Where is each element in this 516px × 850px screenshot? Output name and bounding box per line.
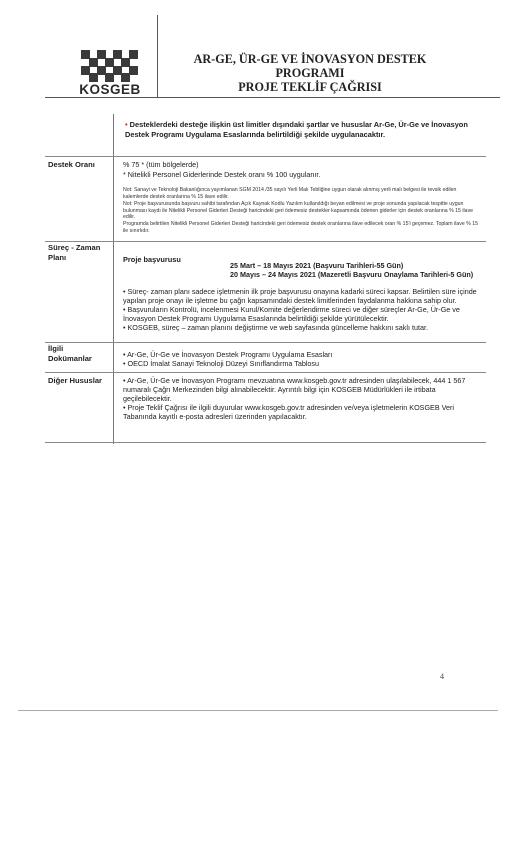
surec-bullet: • Başvuruların Kontrolü, incelenmesi Kurul/Komite değerlendirme süreci ve diğer süreçler Ar-Ge, Ür-Ge ve İnovasyon Destek Programı Uygulama Esaslarında belirtildiği şekilde yürütülecektir. [123, 305, 460, 323]
row-divider [45, 156, 486, 157]
destek-orani-label: Destek Oranı [48, 160, 95, 169]
ilgili-dokumanlar-label: İlgili Dokümanlar [48, 344, 92, 363]
header-divider [157, 15, 158, 97]
title-line-2: PROJE TEKLİF ÇAĞRISI [238, 80, 382, 94]
basvuru-date-2: 20 Mayıs – 24 Mayıs 2021 (Mazeretli Başvuru Onaylama Tarihleri-5 Gün) [230, 270, 474, 279]
page-number: 4 [440, 672, 444, 681]
destek-note-3: Programda belirtilen Nitelikli Personel Giderleri Desteği haricindeki geri ödemesiz destek oranlarına ilave edilecek oran % 15'i geçemez. Toplam ilave % 15 ile sınırlıdır. [123, 221, 478, 234]
bottom-rule [18, 710, 498, 711]
basvuru-date-1: 25 Mart – 18 Mayıs 2021 (Başvuru Tarihleri-55 Gün) [230, 261, 404, 270]
title-line-1: AR-GE, ÜR-GE VE İNOVASYON DESTEK PROGRAMI [193, 52, 427, 80]
surec-bullet: • Süreç- zaman planı sadece işletmenin ilk proje başvurusu onayına kadarki süreci kapsar. Belirtilen süre içinde yapılan proje onayı ile işletme bu çağrı kapsamındaki destek limitlerinden faydalanma hakkına sahip olur. [123, 287, 477, 305]
row-divider [45, 241, 486, 242]
diger-item: • Ar-Ge, Ür-Ge ve İnovasyon Programı mevzuatına www.kosgeb.gov.tr adresinden ulaşılabilecek, 444 1 567 numaralı Çağrı Merkezinden bilgi alınabilecektir. Ayrıntılı bilgi için KOSGEB Müdürlükleri ile irtibata geçilebilecektir. [123, 376, 466, 403]
diger-item: • Proje Teklif Çağrısı ile ilgili duyurular www.kosgeb.gov.tr adresinden ve/veya işletmelerin KOSGEB Veri Tabanında kayıtlı e-posta adresleri üzerinden yapılacaktır. [123, 403, 455, 421]
diger-hususlar-label: Diğer Hususlar [48, 376, 103, 385]
kosgeb-logo [73, 50, 147, 98]
surec-bullet: • KOSGEB, süreç – zaman planını değiştirme ve web sayfasında güncelleme hakkını saklı tutar. [123, 323, 428, 332]
row-divider [45, 442, 486, 443]
row-divider [45, 372, 486, 373]
document-title [160, 52, 460, 94]
ilgili-list [123, 350, 481, 368]
info-table [45, 114, 486, 444]
ilgili-item: • OECD İmalat Sanayi Teknoloji Düzeyi Sınıflandırma Tablosu [123, 359, 320, 368]
intro-paragraph: • Desteklerdeki desteğe ilişkin üst limitler dışındaki şartlar ve hususlar Ar-Ge, Ür-Ge ve İnovasyon Destek Programı Uygulama Esaslarında belirtildiği şekilde uygulanacaktır. [125, 120, 468, 139]
destek-rate: % 75 * (tüm bölgelerde) [123, 160, 199, 169]
logo-text: KOSGEB [79, 82, 141, 97]
column-divider [113, 114, 114, 444]
surec-bullets [123, 287, 481, 332]
header-rule [45, 97, 500, 98]
destek-note-2: Not: Proje başvurusunda başvuru sahibi tarafından Açık Kaynak Kodlu Yazılım kullanıldığı beyan edilmesi ve proje sonunda yapılacak tespitte uygun bulunması kaydı ile Nitelikli Personel Giderleri Desteği haricindeki geri ödemesiz destekler kapsamında ödenen giderler için destek oranlarına % 15 ilave edilir. [123, 201, 474, 220]
diger-list [123, 376, 481, 421]
row-divider [45, 342, 486, 343]
logo-grid-icon [81, 50, 139, 82]
destek-note-1: Not: Sanayi ve Teknoloji Bakanlığınca yayımlanan SGM 2014 /35 sayılı Yerli Malı Tebliğine uygun olarak alınmış yerli malı belgesi ile tevsik edilen kalemlerde destek oranlarına % 15 ilave edilir. [123, 187, 457, 200]
destek-personel: * Nitelikli Personel Giderlerinde Destek oranı % 100 uygulanır. [123, 170, 321, 179]
surec-label: Süreç - Zaman Planı [48, 243, 101, 262]
proje-basvurusu-label: Proje başvurusu [123, 255, 181, 264]
ilgili-item: • Ar-Ge, Ür-Ge ve İnovasyon Destek Programı Uygulama Esasları [123, 350, 333, 359]
